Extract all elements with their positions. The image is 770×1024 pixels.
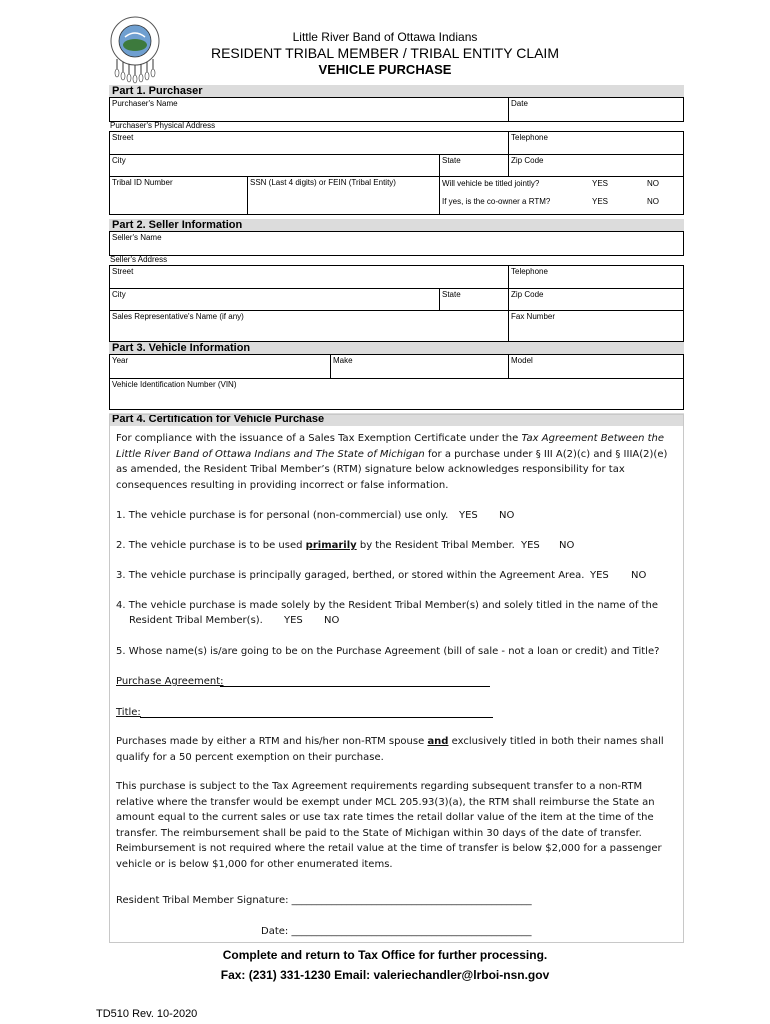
- part4-intro: For compliance with the issuance of a Sales Tax Exemption Certificate under the Tax Agreement Between the Little River Band of Ottawa Indians and The State of Michigan for a purchase under § III A(2)(c) and § IIIA(2)(e) as amended, the Resident Tribal Member’s (RTM) signature below acknowledges responsibility for tax consequences resulting in providing incorrect or false information.: [116, 433, 668, 491]
- coowner-rtm-no[interactable]: NO: [647, 197, 659, 206]
- question-4-cont: Resident Tribal Member(s).: [129, 615, 263, 626]
- question-5: 5. Whose name(s) is/are going to be on the Purchase Agreement (bill of sale - not a loan or credit) and Title?: [116, 646, 660, 657]
- q3-no[interactable]: NO: [631, 570, 647, 581]
- purchaser-street-field[interactable]: Street: [112, 133, 134, 142]
- seller-address-label: Seller's Address: [110, 255, 168, 264]
- joint-title-questions: [439, 177, 683, 214]
- header-form-title: VEHICLE PURCHASE: [318, 62, 452, 77]
- part3-grid: [109, 354, 684, 410]
- ssn-field[interactable]: SSN (Last 4 digits) or FEIN (Tribal Entity): [247, 177, 439, 214]
- titled-jointly-yes[interactable]: YES: [592, 179, 609, 188]
- q4-yes[interactable]: YES: [284, 615, 303, 626]
- part2-grid-a: [109, 231, 684, 256]
- part1-grid-a: [109, 97, 684, 122]
- signature-date-line[interactable]: Date: ________________________________________________: [261, 926, 532, 937]
- part1-grid-b: [109, 131, 684, 215]
- part1-heading: Part 1. Purchaser: [109, 85, 684, 97]
- title-label: Title:: [116, 707, 141, 718]
- part3-heading: Part 3. Vehicle Information: [109, 342, 684, 354]
- q2-no[interactable]: NO: [559, 540, 575, 551]
- tribal-id-field[interactable]: Tribal ID Number: [112, 178, 173, 187]
- part2-heading: Part 2. Seller Information: [109, 219, 684, 231]
- titled-jointly-no[interactable]: NO: [647, 179, 659, 188]
- seller-city-field[interactable]: City: [112, 290, 126, 299]
- purchaser-name-field[interactable]: Purchaser's Name: [112, 99, 178, 108]
- seller-street-field[interactable]: Street: [112, 267, 134, 276]
- seller-state-field[interactable]: State: [439, 289, 508, 310]
- purchase-agreement-line[interactable]: [220, 686, 490, 687]
- vehicle-make-field[interactable]: Make: [330, 355, 508, 378]
- header-claim-title: RESIDENT TRIBAL MEMBER / TRIBAL ENTITY CLAIM: [210, 45, 559, 61]
- spouse-paragraph: Purchases made by either a RTM and his/her non-RTM spouse and exclusively titled in both their names shall qualify for a 50 percent exemption on their purchase.: [116, 736, 664, 763]
- question-2: 2. The vehicle purchase is to be used primarily by the Resident Tribal Member.: [116, 540, 515, 551]
- transfer-paragraph: This purchase is subject to the Tax Agreement requirements regarding subsequent transfer to a non-RTM relative where the transfer would be exempt under MCL 205.93(3)(a), the RTM shall reimburse the State an amount equal to the current sales or use tax rate times the retail dollar value of the item at the time of the transfer. The reimbursement shall be paid to the State of Michigan within 30 days of the date of transfer. Reimbursement is not required where the retail value at the time of transfer is below $2,000 for a passenger vehicle or is below $1,000 for other enumerated items.: [116, 781, 662, 870]
- purchaser-city-field[interactable]: City: [112, 156, 126, 165]
- seller-zip-field[interactable]: Zip Code: [508, 289, 683, 310]
- form-revision: TD510 Rev. 10-2020: [96, 1008, 198, 1020]
- footer-instructions: Complete and return to Tax Office for further processing.: [222, 948, 548, 962]
- header-organization: Little River Band of Ottawa Indians: [292, 30, 478, 44]
- purchaser-zip-field[interactable]: Zip Code: [508, 155, 683, 176]
- titled-jointly-question: Will vehicle be titled jointly?: [442, 179, 540, 188]
- physical-address-label: Purchaser's Physical Address: [110, 121, 216, 130]
- question-4: 4. The vehicle purchase is made solely by the Resident Tribal Member(s) and solely titled in the name of the: [116, 600, 658, 611]
- question-3: 3. The vehicle purchase is principally garaged, berthed, or stored within the Agreement Area.: [116, 570, 585, 581]
- footer-contact: Fax: (231) 331-1230 Email: valeriechandler@lrboi-nsn.gov: [220, 968, 550, 982]
- vin-field[interactable]: Vehicle Identification Number (VIN): [112, 380, 237, 389]
- part4-heading: Part 4. Certification for Vehicle Purchase: [109, 413, 684, 426]
- purchaser-telephone-field[interactable]: Telephone: [508, 132, 683, 154]
- vehicle-model-field[interactable]: Model: [508, 355, 683, 378]
- part2-grid-b: [109, 265, 684, 342]
- purchase-agreement-label: Purchase Agreement:: [116, 676, 224, 687]
- coowner-rtm-yes[interactable]: YES: [592, 197, 609, 206]
- sales-rep-field[interactable]: Sales Representative's Name (if any): [112, 312, 244, 321]
- vehicle-year-field[interactable]: Year: [112, 356, 129, 365]
- date-field[interactable]: Date: [508, 98, 683, 121]
- seller-name-field[interactable]: Seller's Name: [112, 233, 162, 242]
- question-1: 1. The vehicle purchase is for personal (non-commercial) use only.: [116, 510, 449, 521]
- q4-no[interactable]: NO: [324, 615, 340, 626]
- purchaser-state-field[interactable]: State: [439, 155, 508, 176]
- q3-yes[interactable]: YES: [590, 570, 609, 581]
- seller-fax-field[interactable]: Fax Number: [508, 311, 683, 341]
- q1-no[interactable]: NO: [499, 510, 515, 521]
- signature-line[interactable]: Resident Tribal Member Signature: ________________________________________________: [116, 895, 532, 906]
- q1-yes[interactable]: YES: [459, 510, 478, 521]
- coowner-rtm-question: If yes, is the co-owner a RTM?: [442, 197, 551, 206]
- title-line[interactable]: [140, 717, 493, 718]
- q2-yes[interactable]: YES: [521, 540, 540, 551]
- seller-telephone-field[interactable]: Telephone: [508, 266, 683, 288]
